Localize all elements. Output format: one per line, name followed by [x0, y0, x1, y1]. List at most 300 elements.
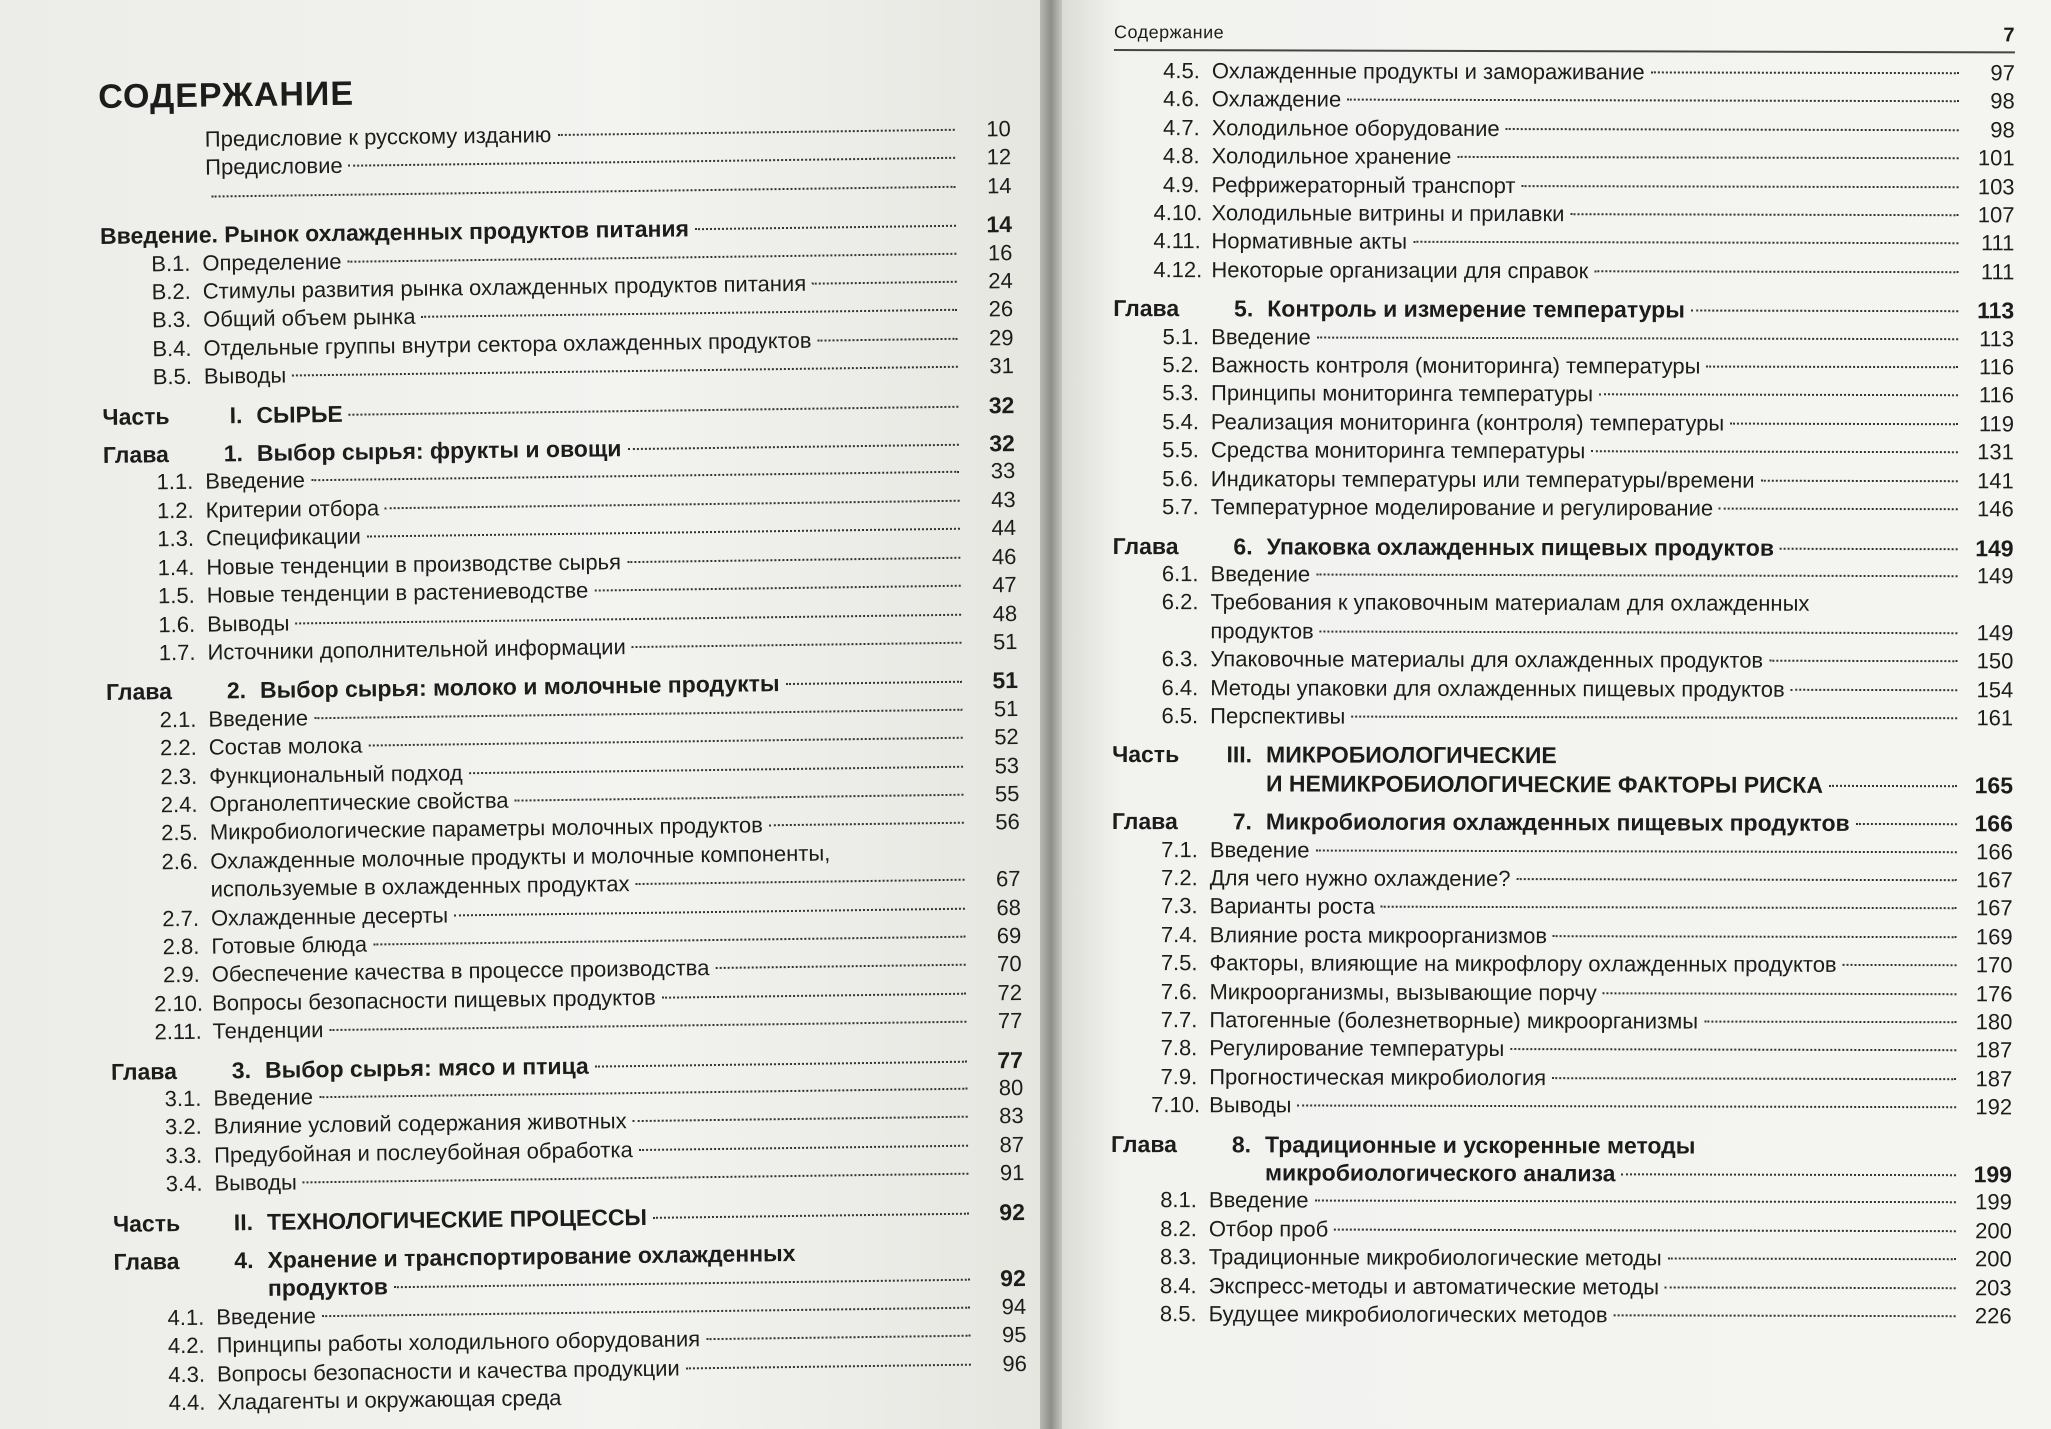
leader-dots	[594, 585, 960, 592]
section-title: Холодильные витрины и прилавки	[1211, 200, 1565, 227]
section-title: Важность контроля (мониторинга) температуры	[1211, 352, 1701, 379]
section-number: 4.12.	[1153, 256, 1203, 283]
section-title: Требования к упаковочным материалам для охлажденных	[1210, 589, 1810, 617]
chapter-title: Упаковка охлажденных пищевых продуктов	[1266, 532, 1775, 561]
toc-entry	[1111, 1091, 2012, 1122]
part-title: ТЕХНОЛОГИЧЕСКИЕ ПРОЦЕССЫ	[266, 1203, 648, 1235]
leader-dots	[1457, 156, 1958, 159]
entry-page-number: 68	[996, 894, 1022, 920]
chapter-label: Глава	[110, 1057, 178, 1085]
section-number: 2.9.	[162, 962, 200, 988]
section-number: 2.11.	[154, 1018, 202, 1045]
section-title: Охлажденные молочные продукты и молочные компоненты,	[210, 840, 831, 874]
chapter-title: Традиционные и ускоренные методы	[1265, 1131, 1696, 1159]
entry-page-number: 72	[997, 979, 1023, 1006]
leader-dots	[1761, 479, 1958, 482]
toc-entry	[1112, 807, 2013, 838]
leader-dots	[1621, 1173, 1956, 1176]
entry-page-number: 32	[989, 430, 1016, 457]
entry-page-number: 33	[990, 458, 1016, 484]
entry-page-number: 31	[989, 353, 1015, 379]
leader-dots	[653, 1212, 969, 1218]
entry-page-number: 199	[1973, 1161, 2013, 1188]
toc-entry	[1113, 436, 2014, 467]
section-title: Введение	[1209, 836, 1310, 863]
toc-entry	[1111, 1243, 2012, 1274]
entry-page-number: 149	[1975, 534, 2014, 561]
section-title: Варианты роста	[1209, 893, 1376, 920]
section-title: Охлажденные десерты	[210, 902, 449, 931]
toc-entry	[1112, 864, 2013, 895]
entry-page-number: 26	[988, 296, 1014, 322]
section-title: Средства мониторинга температуры	[1210, 437, 1586, 464]
entry-page-number: 176	[1975, 980, 2013, 1006]
section-number: 5.5.	[1162, 437, 1199, 463]
entry-page-number: 98	[1990, 117, 2015, 143]
leader-dots	[1599, 394, 1958, 397]
entry-page-number: 187	[1975, 1037, 2013, 1063]
toc-entry	[1111, 1034, 2012, 1065]
toc-entry	[1113, 531, 2014, 562]
leader-dots	[1553, 935, 1957, 938]
entry-page-number: 97	[1990, 60, 2015, 86]
section-number: 1.1.	[156, 469, 194, 495]
toc-entry	[1113, 465, 2014, 496]
section-title: Индикаторы температуры или температуры/времени	[1210, 465, 1755, 493]
section-title: Реализация мониторинга (контроля) температуры	[1210, 409, 1725, 436]
leader-dots	[1506, 128, 1959, 131]
entry-page-number: 141	[1977, 467, 2014, 494]
section-title: Влияние роста микроорганизмов	[1209, 922, 1548, 948]
leader-dots	[1351, 716, 1957, 720]
section-number: 4.9.	[1162, 171, 1200, 197]
section-number: 8.3.	[1160, 1244, 1197, 1270]
entry-page-number: 67	[995, 866, 1021, 892]
entry-page-number: 131	[1977, 439, 2014, 465]
chapter-title: Хранение и транспортирование охлажденных	[267, 1240, 796, 1273]
section-number: 2.6.	[161, 848, 199, 874]
section-title: Экспресс-методы и автоматические методы	[1208, 1272, 1660, 1300]
entry-page-number: 116	[1978, 354, 2015, 380]
leader-dots	[1651, 71, 1959, 74]
section-number: 2.3.	[160, 763, 198, 789]
entry-page-number: 91	[999, 1160, 1025, 1186]
entry-page-number: 170	[1975, 952, 2013, 978]
left-page-content	[98, 66, 1027, 1418]
leader-dots	[314, 708, 962, 718]
leader-dots	[627, 556, 960, 562]
section-title: Спецификации	[205, 523, 362, 551]
section-number: 7.5.	[1160, 950, 1198, 976]
section-title: Регулирование температуры	[1209, 1035, 1505, 1062]
leader-dots	[319, 1088, 967, 1098]
section-title: Патогенные (болезнетворные) микроорганизмы	[1209, 1007, 1699, 1034]
section-title: Обеспечение качества в процессе производства	[211, 955, 710, 987]
chapter-number: 2.	[226, 677, 247, 704]
entry-page-number: 55	[994, 780, 1020, 807]
entry-page-number: 80	[998, 1074, 1024, 1101]
leader-dots	[1297, 1105, 1956, 1109]
section-title: Введение	[1210, 561, 1311, 587]
entry-page-number: 16	[987, 239, 1013, 265]
leader-dots	[1780, 547, 1958, 549]
section-title-continued: продуктов	[1210, 617, 1314, 644]
section-title: Охлаждение	[1211, 86, 1342, 113]
leader-dots	[662, 992, 966, 998]
entry-page-number: 180	[1975, 1009, 2013, 1035]
leader-dots	[1791, 688, 1958, 690]
section-title: Температурное моделирование и регулирование	[1210, 494, 1714, 521]
chapter-number: 5.	[1234, 295, 1254, 322]
section-number: 5.4.	[1162, 409, 1199, 435]
chapter-title: Микробиология охлажденных пищевых продуктов	[1265, 808, 1850, 837]
leader-dots	[1552, 1077, 1956, 1080]
section-title: Введение	[1211, 323, 1311, 350]
entry-page-number: 116	[1978, 382, 2015, 408]
section-number: 2.5.	[161, 820, 199, 846]
entry-page-number: 87	[999, 1131, 1025, 1158]
toc-entry	[1112, 740, 2013, 771]
section-number: В.3.	[151, 307, 192, 333]
section-title: Принципы мониторинга температуры	[1210, 380, 1594, 407]
toc-entry	[1112, 645, 2013, 676]
book-spine	[1040, 0, 1062, 1429]
toc-entry	[1111, 1186, 2012, 1217]
part-title: МИКРОБИОЛОГИЧЕСКИЕ	[1266, 741, 1557, 769]
section-title: Нормативные акты	[1211, 228, 1408, 255]
leader-dots	[1603, 992, 1957, 995]
chapter-label: Глава	[102, 441, 170, 469]
leader-dots	[769, 822, 964, 827]
leader-spacer	[1701, 1147, 1956, 1148]
leader-dots	[292, 366, 958, 377]
section-title: Упаковочные материалы для охлажденных продуктов	[1210, 646, 1764, 673]
entry-title: Предисловие	[205, 153, 343, 181]
entry-page-number: 12	[986, 144, 1012, 170]
section-title: Хладагенты и окружающая среда	[217, 1385, 562, 1415]
entry-title: Введение. Рынок охлажденных продуктов питания	[99, 215, 690, 250]
section-number: 2.4.	[160, 791, 198, 818]
section-title: Органолептические свойства	[209, 787, 509, 817]
toc-entry	[1114, 171, 2015, 202]
toc-entry	[1112, 617, 2013, 648]
entry-title: Предисловие к русскому изданию	[204, 122, 552, 152]
chapter-title: Выбор сырья: фрукты и овощи	[256, 435, 622, 467]
part-title: СЫРЬЕ	[256, 400, 343, 428]
section-number: 4.1.	[167, 1304, 205, 1331]
toc-entry	[1114, 57, 2015, 88]
leader-dots	[1665, 1286, 1956, 1289]
section-number: 4.10.	[1153, 200, 1203, 226]
toc-entry	[1112, 588, 2013, 619]
toc-title: СОДЕРЖАНИЕ	[98, 74, 355, 116]
toc-entry	[1111, 1215, 2012, 1246]
leader-dots	[1691, 310, 1958, 313]
entry-page-number: 165	[1974, 772, 2014, 799]
entry-page-number: 24	[988, 268, 1013, 294]
entry-page-number: 94	[1001, 1293, 1027, 1320]
section-number: 2.8.	[162, 933, 200, 960]
section-title: Введение	[1208, 1187, 1309, 1213]
entry-page-number: 166	[1974, 810, 2013, 837]
entry-page-number: 96	[1002, 1350, 1028, 1376]
entry-page-number: 167	[1976, 867, 2013, 893]
section-number: 5.7.	[1161, 494, 1199, 520]
leader-dots	[385, 500, 960, 510]
toc-list-left	[99, 115, 1028, 1418]
section-number: 8.1.	[1160, 1187, 1197, 1213]
leader-dots	[1829, 785, 1957, 787]
section-title: Холодильное оборудование	[1211, 115, 1500, 141]
entry-page-number: 199	[1975, 1189, 2012, 1215]
toc-entry	[1111, 1130, 2012, 1161]
toc-entry	[1112, 921, 2013, 952]
section-number: 4.3.	[168, 1361, 206, 1387]
section-number: 7.10.	[1151, 1092, 1201, 1118]
entry-page-number: 44	[991, 515, 1017, 541]
entry-page-number: 169	[1975, 924, 2013, 950]
section-number: 4.8.	[1162, 143, 1200, 169]
section-title: Вопросы безопасности пищевых продуктов	[211, 984, 656, 1016]
entry-page-number: 69	[996, 922, 1022, 949]
leader-dots	[633, 1116, 968, 1122]
entry-page-number	[977, 1399, 1027, 1400]
leader-dots	[1521, 185, 1958, 188]
entry-page-number: 150	[1976, 648, 2014, 674]
section-number: 1.2.	[156, 497, 194, 524]
section-title: Критерии отбора	[205, 495, 380, 523]
page-number: 7	[2003, 24, 2015, 47]
section-title: Введение	[205, 467, 306, 495]
leader-dots	[367, 528, 960, 538]
chapter-label: Глава	[113, 1248, 180, 1275]
section-title: Прогностическая микробиология	[1209, 1064, 1547, 1090]
section-title: Методы упаковки для охлажденных пищевых продуктов	[1210, 674, 1785, 702]
section-number: 5.3.	[1162, 380, 1200, 406]
section-number: 4.4.	[168, 1389, 206, 1416]
section-number: 1.7.	[158, 639, 196, 666]
leader-dots	[636, 879, 965, 885]
toc-entry	[1111, 1300, 2012, 1331]
chapter-label: Глава	[105, 678, 173, 706]
section-number: 1.4.	[157, 554, 195, 580]
entry-page-number: 101	[1977, 145, 2015, 171]
leader-dots	[812, 281, 957, 285]
toc-entry	[1111, 1006, 2012, 1037]
entry-page-number: 113	[1979, 325, 2015, 352]
entry-page-number: 111	[1980, 259, 2015, 285]
section-title: Микробиологические параметры молочных продуктов	[209, 812, 764, 845]
section-number: 3.2.	[164, 1114, 202, 1140]
running-head	[1114, 22, 2015, 53]
entry-page-number: 70	[997, 951, 1022, 977]
section-title: Тенденции	[212, 1017, 324, 1044]
entry-page-number: 52	[994, 724, 1019, 750]
running-head-title: Содержание	[1113, 22, 1225, 43]
section-number: 6.4.	[1161, 674, 1199, 700]
leader-spacer	[801, 1253, 969, 1255]
entry-page-number: 119	[1978, 411, 2014, 437]
leader-dots	[1317, 336, 1958, 340]
section-title: Влияние условий содержания животных	[213, 1108, 627, 1139]
section-number: 4.11.	[1153, 228, 1201, 254]
entry-page-number: 103	[1977, 173, 2015, 199]
entry-page-number: 47	[992, 572, 1017, 598]
leader-dots	[786, 681, 962, 685]
right-page	[1062, 0, 2051, 1429]
entry-page-number: 149	[1976, 563, 2014, 589]
entry-page-number: 53	[994, 752, 1020, 778]
leader-dots	[557, 129, 954, 136]
leader-spacer	[1563, 758, 1957, 759]
toc-list-right	[1111, 57, 2015, 1331]
section-number: 8.2.	[1160, 1215, 1197, 1242]
leader-dots	[1516, 878, 1956, 881]
section-title: Вопросы безопасности и качества продукции	[216, 1355, 680, 1387]
section-title: Предубойная и послеубойная обработка	[213, 1136, 633, 1168]
leader-dots	[1856, 823, 1957, 825]
entry-page-number: 48	[992, 600, 1018, 626]
section-number: В.5.	[152, 364, 193, 390]
entry-page-number: 14	[986, 211, 1013, 238]
section-number: 7.9.	[1160, 1063, 1198, 1090]
section-number: 8.5.	[1159, 1301, 1197, 1327]
toc-entry	[1112, 769, 2013, 800]
leader-dots	[1614, 1314, 1956, 1317]
entry-page-number: 200	[1975, 1218, 2012, 1244]
entry-page-number: 14	[986, 172, 1012, 199]
section-number: 4.2.	[167, 1332, 205, 1359]
section-number	[153, 897, 199, 898]
toc-entry	[1114, 85, 2015, 116]
leader-dots	[469, 765, 963, 773]
section-title: Введение	[208, 705, 309, 732]
leader-dots	[1347, 99, 1959, 103]
section-number: В.1.	[151, 250, 191, 276]
entry-page-number: 92	[1000, 1265, 1026, 1292]
section-title: Новые тенденции в производстве сырья	[206, 548, 622, 580]
section-title: Общий объем рынка	[203, 304, 416, 333]
leader-dots	[1668, 1258, 1956, 1261]
section-title: Выводы	[1209, 1092, 1292, 1118]
leader-dots	[595, 1060, 967, 1067]
entry-page-number: 166	[1976, 838, 2013, 864]
part-label: Часть	[112, 1209, 181, 1237]
section-title: Выводы	[203, 362, 287, 389]
leader-dots	[627, 444, 958, 450]
section-number: 2.1.	[159, 706, 197, 732]
section-title-continued: используемые в охлажденных продуктах	[210, 871, 630, 902]
chapter-label: Глава	[1112, 532, 1179, 559]
chapter-number: 7.	[1232, 808, 1252, 835]
section-number: 6.2.	[1161, 589, 1199, 615]
section-title: Отбор проб	[1208, 1216, 1329, 1242]
entry-page-number: 43	[990, 486, 1016, 513]
toc-entry	[1113, 256, 2014, 287]
leader-dots	[1591, 451, 1958, 454]
section-title: Введение	[213, 1084, 314, 1111]
leader-dots	[1704, 1021, 1956, 1024]
section-title: Некоторые организации для справок	[1211, 257, 1589, 284]
part-label: Часть	[1112, 741, 1180, 768]
leader-dots	[1843, 964, 1957, 966]
leader-dots	[632, 642, 962, 648]
leader-dots	[394, 1279, 970, 1289]
chapter-title-continued: микробиологического анализа	[1264, 1159, 1616, 1187]
toc-entry	[1114, 114, 2015, 145]
section-number: 6.1.	[1161, 561, 1199, 587]
section-title: Перспективы	[1210, 703, 1346, 729]
section-title: Состав молока	[208, 732, 363, 760]
entry-page-number: 95	[1001, 1322, 1027, 1348]
section-title: Стимулы развития рынка охлажденных продуктов питания	[202, 270, 807, 304]
leader-dots	[329, 1021, 966, 1031]
section-number: 7.6.	[1160, 978, 1198, 1004]
entry-page-number: 32	[988, 391, 1015, 419]
chapter-title: Выбор сырья: молоко и молочные продукты	[259, 670, 780, 704]
section-title: Охлажденные продукты и замораживание	[1211, 58, 1645, 85]
section-number: 1.3.	[157, 526, 195, 552]
leader-dots	[1706, 366, 1958, 369]
leader-dots	[212, 186, 956, 198]
section-title: Готовые блюда	[211, 931, 368, 959]
chapter-number: 6.	[1233, 532, 1253, 559]
section-number: 5.2.	[1162, 352, 1200, 378]
leader-dots	[706, 1335, 970, 1340]
section-title: Для чего нужно охлаждение?	[1209, 865, 1511, 892]
toc-entry	[1111, 1158, 2012, 1189]
leader-dots	[349, 405, 959, 415]
entry-page-number: 46	[991, 543, 1017, 570]
chapter-title-continued: И НЕМИКРОБИОЛОГИЧЕСКИЕ ФАКТОРЫ РИСКА	[1265, 770, 1823, 798]
leader-dots	[1316, 573, 1957, 577]
part-number: II.	[233, 1208, 254, 1235]
leader-dots	[1315, 1200, 1956, 1204]
section-number: 2.2.	[159, 734, 197, 761]
section-title: Введение	[216, 1303, 317, 1330]
section-number: 5.1.	[1162, 323, 1200, 349]
leader-dots	[515, 794, 964, 802]
toc-entry	[1113, 351, 2014, 382]
entry-page-number: 111	[1980, 230, 2015, 256]
section-number: 1.5.	[157, 582, 195, 609]
leader-dots	[1510, 1048, 1956, 1051]
entry-page-number: 51	[992, 667, 1019, 694]
toc-entry	[1112, 892, 2013, 923]
section-number: 1.6.	[158, 611, 196, 637]
leader-dots	[1334, 1228, 1956, 1232]
entry-page-number	[976, 1258, 1026, 1259]
section-title: Будущее микробиологических методов	[1208, 1301, 1608, 1328]
toc-entry	[1113, 227, 2014, 258]
section-title: Принципы работы холодильного оборудования	[216, 1326, 701, 1358]
entry-page-number: 83	[999, 1103, 1024, 1129]
section-title: Факторы, влияющие на микрофлору охлажденных продуктов	[1209, 950, 1837, 978]
toc-entry	[1112, 674, 2013, 705]
leader-dots	[1730, 422, 1958, 425]
leader-dots	[373, 936, 965, 946]
leader-dots	[368, 737, 962, 747]
section-number: 4.5.	[1163, 58, 1200, 84]
section-number: 4.7.	[1162, 114, 1200, 141]
toc-entry	[1112, 702, 2013, 733]
section-title: Рефрижераторный транспорт	[1211, 171, 1516, 198]
section-number: 3.3.	[165, 1142, 203, 1169]
part-number: I.	[229, 401, 243, 428]
section-number: 4.6.	[1163, 86, 1200, 112]
leader-dots	[715, 964, 965, 969]
section-title: Холодильное хранение	[1211, 143, 1452, 170]
